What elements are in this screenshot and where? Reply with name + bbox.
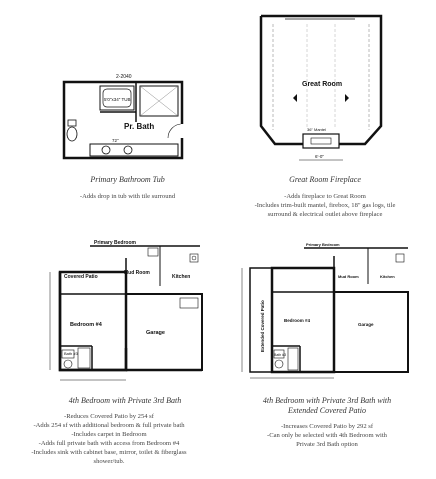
extended-patio-plan: [234, 242, 414, 382]
mantel-label: 36" Mantel: [307, 127, 326, 132]
note-line: -Includes carpet in Bedroom: [71, 430, 147, 438]
caption-great-room: Great Room Fireplace: [289, 175, 361, 184]
label-bedroom4: Bedroom #4: [70, 322, 102, 328]
label-extended-patio: Extended Covered Patio: [260, 300, 265, 352]
note-line: -Adds 254 sf with additional bedroom & full private bath: [33, 421, 185, 429]
caption-bedroom4-bath: 4th Bedroom with Private 3rd Bath: [68, 396, 182, 405]
notes-primary-bath: [40, 193, 215, 202]
note-line: -Includes trim-built mantel, firebox, 18" gas logs, tile: [254, 201, 396, 209]
label-kitchen: Kitchen: [172, 274, 191, 280]
notes-bedroom4-bath: [4, 413, 214, 466]
note-line: -Adds full private bath with access from Bedroom #4: [38, 439, 180, 447]
note-line: shower/tub.: [93, 457, 125, 465]
label-bedroom4: Bedroom #4: [284, 318, 311, 323]
door-size-label: 2-2040: [116, 74, 132, 80]
label-garage: Garage: [358, 322, 374, 327]
label-mud-room: Mud Room: [338, 274, 359, 279]
room-label-pr-bath: Pr. Bath: [124, 122, 155, 131]
label-mud-room: Mud Room: [124, 270, 150, 276]
caption-line: Extended Covered Patio: [288, 406, 366, 415]
note-line: -Adds drop in tub with tile surround: [79, 193, 176, 200]
note-line: -Includes sink with cabinet base, mirror, toilet & fiberglass: [31, 448, 187, 456]
note-line: Private 3rd Bath option: [296, 440, 358, 448]
caption-extended-patio: [232, 396, 422, 416]
room-label-great-room: Great Room: [302, 81, 343, 88]
fireplace-width-label: 6'-0": [315, 154, 324, 159]
note-line: -Increases Covered Patio by 292 sf: [280, 423, 374, 430]
note-line: -Adds fireplace to Great Room: [284, 193, 366, 200]
notes-great-room: [236, 193, 414, 220]
notes-extended-patio: [232, 423, 422, 450]
caption-line: 4th Bedroom with Private 3rd Bath with: [262, 396, 392, 405]
label-garage: Garage: [146, 330, 165, 336]
note-line: -Reduces Covered Patio by 254 sf: [64, 413, 154, 420]
label-bath3: Bath #3: [274, 353, 287, 357]
label-primary-bedroom: Primary Bedroom: [306, 242, 340, 247]
bedroom4-bath-plan: [40, 238, 210, 386]
label-covered-patio: Covered Patio: [64, 274, 98, 280]
label-bath3: Bath #3: [64, 351, 78, 356]
tub-size-label: 5'0"x34" TUB: [104, 97, 131, 102]
caption-primary-bath: Primary Bathroom Tub: [90, 175, 165, 184]
label-kitchen: Kitchen: [380, 274, 395, 279]
note-line: surround & electrical outlet above fireplace: [267, 210, 383, 218]
vanity-height-label: 72": [112, 138, 119, 143]
note-line: -Can only be selected with 4th Bedroom with: [267, 431, 387, 439]
label-primary-bedroom: Primary Bedroom: [94, 240, 136, 246]
primary-bath-plan: [60, 72, 196, 162]
great-room-plan: [255, 10, 387, 166]
